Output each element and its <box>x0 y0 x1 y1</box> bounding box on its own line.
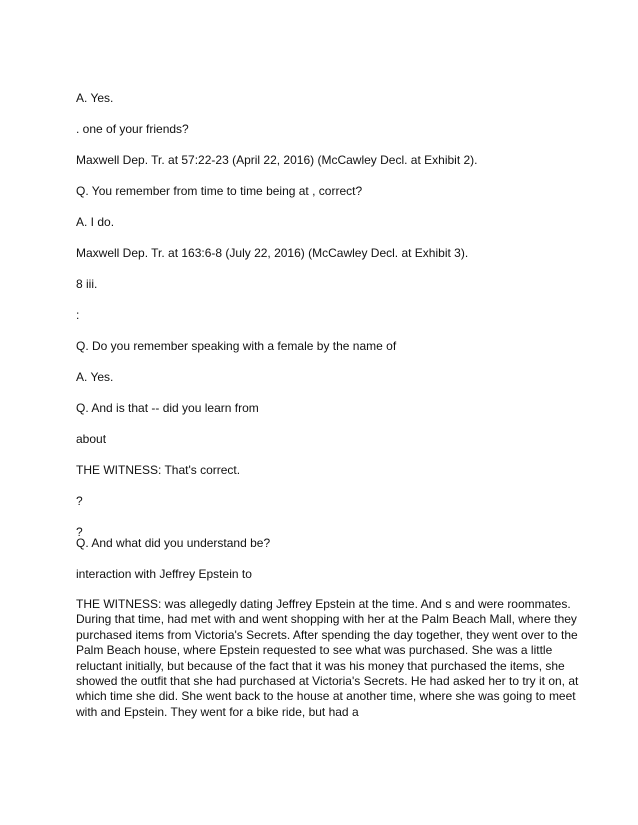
paragraph-line: showed the outfit that she had purchased at Victoria's Secrets. He had asked her to try it on, at <box>76 674 579 689</box>
question-speaking: Q. Do you remember speaking with a female by the name of <box>76 339 397 353</box>
paragraph-line: purchased items from Victoria's Secrets. After spending the day together, they went over to the <box>76 627 578 642</box>
citation-2: Maxwell Dep. Tr. at 163:6-8 (July 22, 2016) (McCawley Decl. at Exhibit 3). <box>76 246 469 260</box>
witness-correct: THE WITNESS: That's correct. <box>76 463 241 477</box>
colon-line: : <box>76 308 80 322</box>
paragraph-line: During that time, had met with and went shopping with her at the Palm Beach Mall, where they <box>76 612 577 627</box>
citation-1: Maxwell Dep. Tr. at 57:22-23 (April 22, 2016) (McCawley Decl. at Exhibit 2). <box>76 153 478 167</box>
question-understand: Q. And what did you understand be? <box>76 536 271 550</box>
paragraph-line: THE WITNESS: was allegedly dating Jeffrey Epstein at the time. And s and were roommates. <box>76 597 571 611</box>
section-number: 8 iii. <box>76 277 98 291</box>
answer-i-do: A. I do. <box>76 215 115 229</box>
question-learn: Q. And is that -- did you learn from <box>76 401 259 415</box>
paragraph-line: Palm Beach house, where Epstein requested to see what was purchased. She was a little <box>76 643 553 658</box>
question-fragment: . one of your friends? <box>76 122 189 136</box>
question-remember: Q. You remember from time to time being at , correct? <box>76 184 363 198</box>
interaction-line: interaction with Jeffrey Epstein to <box>76 567 252 581</box>
about-line: about <box>76 432 107 446</box>
paragraph-line: which time she did. She went back to the house at another time, where she was going to meet <box>76 689 576 704</box>
answer-yes-1: A. Yes. <box>76 91 114 105</box>
answer-yes-2: A. Yes. <box>76 370 114 384</box>
witness-paragraph <box>76 597 579 720</box>
paragraph-line: reluctant initially, but because of the fact that it was his money that purchased the items, she <box>76 658 565 673</box>
question-mark-2: ? <box>76 525 83 539</box>
question-mark-1: ? <box>76 494 83 508</box>
paragraph-line: with and Epstein. They went for a bike ride, but had a <box>76 704 359 719</box>
